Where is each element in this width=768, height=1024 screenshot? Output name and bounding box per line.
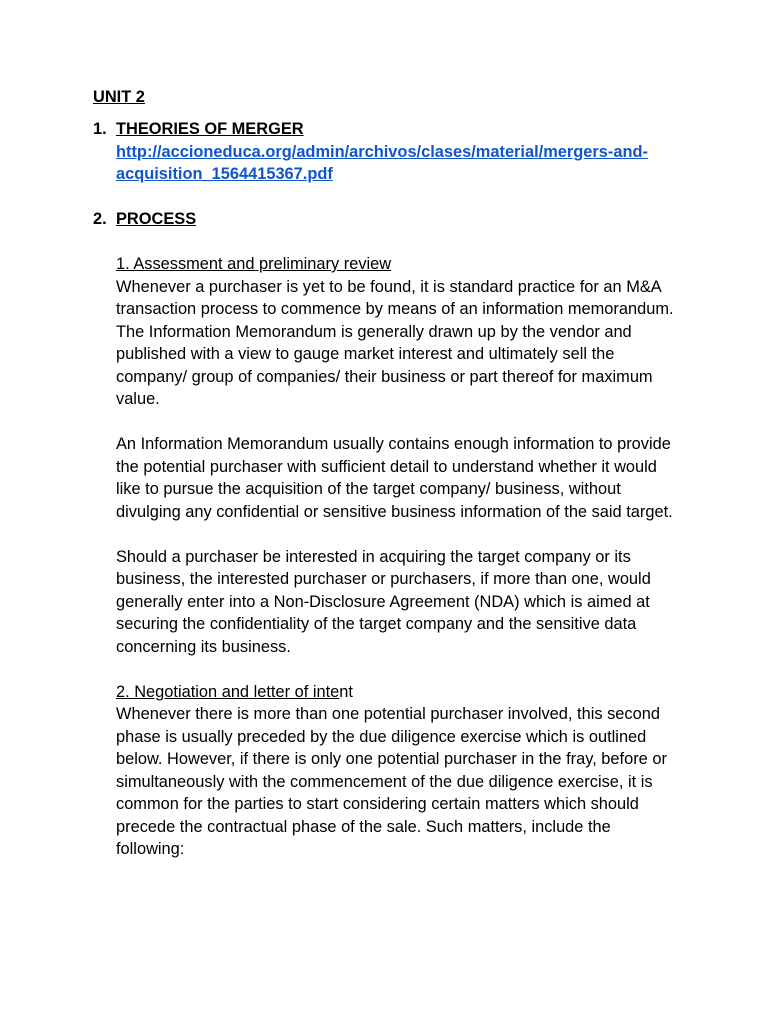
unit-title: UNIT 2: [93, 88, 145, 106]
section-assessment: [93, 253, 683, 861]
list-item-process: [93, 208, 683, 231]
list-item-theories: [93, 118, 683, 186]
theories-heading: THEORIES OF MERGER: [116, 120, 304, 138]
process-heading: PROCESS: [116, 210, 197, 228]
theories-link[interactable]: http://accioneduca.org/admin/archivos/clases/material/mergers-and-acquisition_1564415367.pdf: [116, 142, 648, 183]
list-number: 1.: [93, 120, 107, 138]
assessment-heading: 1. Assessment and preliminary review: [116, 255, 392, 273]
negotiation-heading: 2. Negotiation and letter of intent: [116, 682, 353, 701]
memorandum-paragraph: An Information Memorandum usually contains enough information to provide the potential purchaser with sufficient detail to understand whether it would like to pursue the acquisition of the target company/ business, without divulging any confidential or sensitive business information of the said target.: [116, 435, 673, 521]
document-body: [93, 86, 683, 861]
nda-paragraph: Should a purchaser be interested in acquiring the target company or its business, the interested purchaser or purchasers, if more than one, would generally enter into a Non-Disclosure Agreement (NDA) which is aimed at securing the confidentiality of the target company and the sensitive data concerning its business.: [116, 547, 651, 656]
assessment-paragraph: Whenever a purchaser is yet to be found, it is standard practice for an M&A transaction process to commence by means of an information memorandum. The Information Memorandum is generally drawn up by the vendor and published with a view to gauge market interest and ultimately sell the company/ group of companies/ their business or part thereof for maximum value.: [116, 277, 674, 408]
negotiation-paragraph: Whenever there is more than one potential purchaser involved, this second phase is usually preceded by the due diligence exercise which is outlined below. However, if there is only one potential purchaser in the fray, before or simultaneously with the commencement of the due diligence exercise, it is common for the parties to start considering certain matters which should precede the contractual phase of the sale. Such matters, include the following:: [116, 705, 667, 858]
list-number: 2.: [93, 210, 107, 228]
